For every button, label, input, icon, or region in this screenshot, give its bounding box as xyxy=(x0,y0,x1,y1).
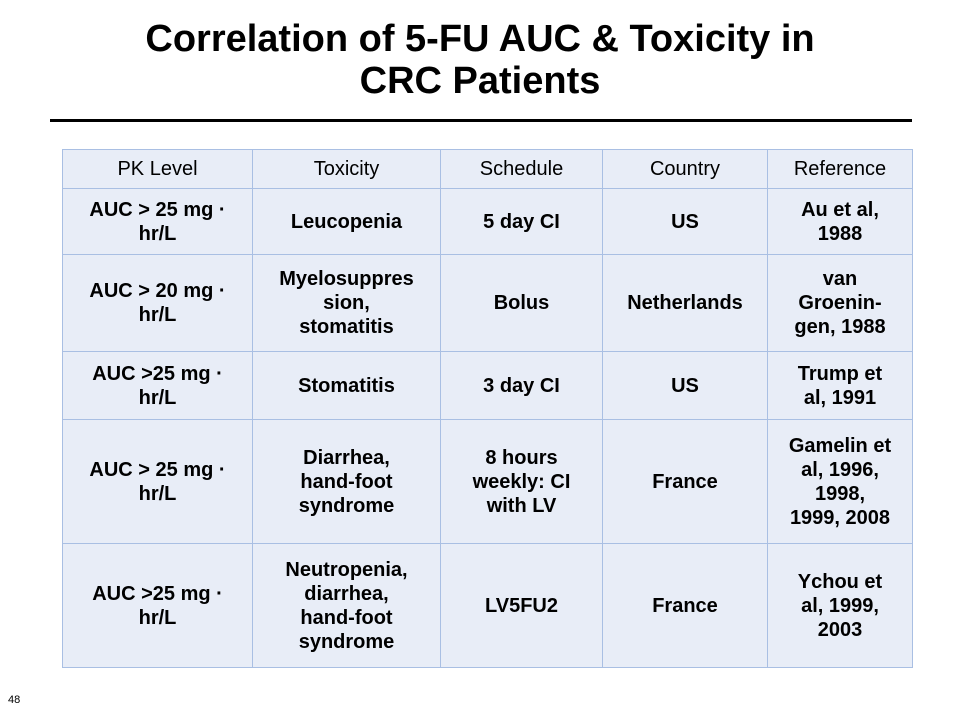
cell-reference: Trump et al, 1991 xyxy=(768,352,913,420)
cell-schedule: Bolus xyxy=(441,255,603,352)
page-number: 48 xyxy=(8,694,21,706)
header-schedule: Schedule xyxy=(441,150,603,189)
cell-schedule: 5 day CI xyxy=(441,189,603,255)
cell-toxicity: Stomatitis xyxy=(253,352,441,420)
header-pk-level: PK Level xyxy=(63,150,253,189)
cell-pk-level: AUC >25 mg · hr/L xyxy=(63,352,253,420)
title-divider xyxy=(50,119,912,122)
table-header-row xyxy=(63,150,913,189)
table-row xyxy=(63,352,913,420)
table-row xyxy=(63,189,913,255)
slide-title-line-2: CRC Patients xyxy=(359,60,601,102)
cell-toxicity: Myelosuppres sion, stomatitis xyxy=(253,255,441,352)
cell-reference: Ychou et al, 1999, 2003 xyxy=(768,544,913,668)
cell-country: France xyxy=(603,544,768,668)
cell-schedule: LV5FU2 xyxy=(441,544,603,668)
cell-country: France xyxy=(603,420,768,544)
table-row xyxy=(63,255,913,352)
header-toxicity: Toxicity xyxy=(253,150,441,189)
cell-pk-level: AUC > 20 mg · hr/L xyxy=(63,255,253,352)
cell-pk-level: AUC >25 mg · hr/L xyxy=(63,544,253,668)
cell-country: US xyxy=(603,352,768,420)
slide-title-line-1: Correlation of 5-FU AUC & Toxicity in xyxy=(145,18,815,60)
slide-title xyxy=(40,18,920,102)
cell-pk-level: AUC > 25 mg · hr/L xyxy=(63,420,253,544)
cell-toxicity: Leucopenia xyxy=(253,189,441,255)
cell-reference: Au et al, 1988 xyxy=(768,189,913,255)
cell-schedule: 8 hours weekly: CI with LV xyxy=(441,420,603,544)
cell-country: US xyxy=(603,189,768,255)
cell-reference: van Groenin- gen, 1988 xyxy=(768,255,913,352)
cell-country: Netherlands xyxy=(603,255,768,352)
correlation-table xyxy=(62,149,913,668)
cell-toxicity: Diarrhea, hand-foot syndrome xyxy=(253,420,441,544)
cell-schedule: 3 day CI xyxy=(441,352,603,420)
cell-reference: Gamelin et al, 1996, 1998, 1999, 2008 xyxy=(768,420,913,544)
cell-pk-level: AUC > 25 mg · hr/L xyxy=(63,189,253,255)
table-row xyxy=(63,544,913,668)
header-reference: Reference xyxy=(768,150,913,189)
cell-toxicity: Neutropenia, diarrhea, hand-foot syndrome xyxy=(253,544,441,668)
header-country: Country xyxy=(603,150,768,189)
table-row xyxy=(63,420,913,544)
